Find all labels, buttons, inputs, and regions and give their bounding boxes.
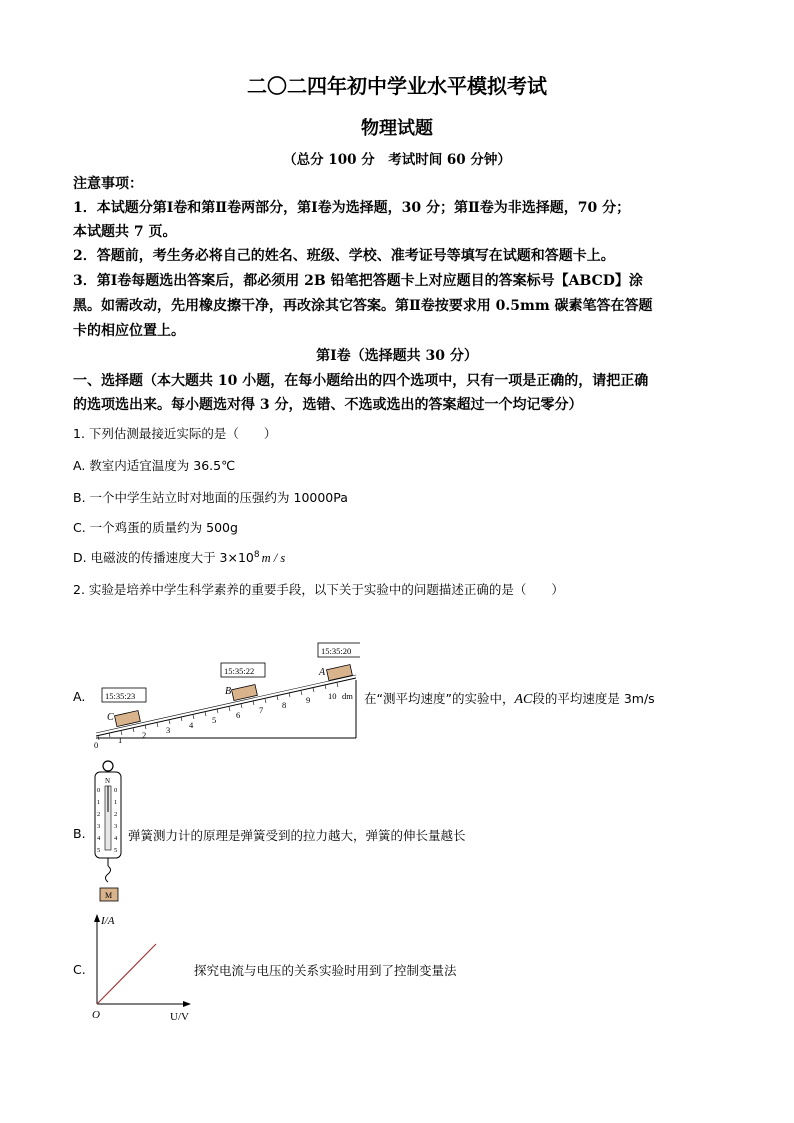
tick-label: 9 [306, 695, 311, 705]
q1-d-exp: 8 [253, 549, 260, 560]
q1-option-a: A. 教室内适宜温度为 36.5℃ [73, 458, 236, 473]
iv-line [97, 944, 156, 1004]
y-axis-arrow [94, 914, 100, 922]
note-3b: 黑。如需改动，先用橡皮擦干净，再改涂其它答案。第Ⅱ卷按要求用 0.5mm 碳素笔答在答题 [73, 298, 653, 314]
q2-a-text-1: 在“测平均速度”的实验中， [364, 691, 515, 706]
scale-num: 3 [114, 823, 118, 830]
incline-figure [88, 640, 360, 748]
timer-a-text: 15:35:20 [321, 646, 352, 656]
tick-label: 4 [189, 720, 194, 730]
scale-ring [103, 761, 113, 771]
spring-scale-figure [88, 758, 128, 904]
scale-num: 4 [97, 835, 101, 842]
q2-c-text: 探究电流与电压的关系实验时用到了控制变量法 [194, 963, 457, 978]
scale-num: 5 [97, 847, 101, 854]
scale-num: 4 [114, 835, 118, 842]
section1-title: 第Ⅰ卷（选择题共 30 分） [316, 348, 478, 364]
timer-c-text: 15:35:23 [105, 691, 136, 701]
note-3a: 3．第Ⅰ卷每题选出答案后，都必须用 2B 铅笔把答题卡上对应题目的答案标号【ABCD】涂 [73, 273, 643, 289]
weight-label: M [105, 891, 113, 900]
scale-num: 0 [97, 787, 101, 794]
label-b: B [225, 686, 232, 697]
exam-meta: （总分 100 分 考试时间 60 分钟） [283, 152, 511, 168]
scale-num: 2 [114, 811, 118, 818]
q2-b-text: 弹簧测力计的原理是弹簧受到的拉力越大，弹簧的伸长量越长 [128, 828, 466, 843]
note-2: 2．答题前，考生务必将自己的姓名、班级、学校、准考证号等填写在试题和答题卡上。 [73, 248, 615, 264]
subject-title: 物理试题 [361, 118, 433, 139]
tick-label: 7 [259, 705, 264, 715]
timer-b [221, 663, 265, 677]
tick-label: 1 [118, 735, 123, 745]
tick-label: 6 [236, 710, 241, 720]
q1-d-prefix: D. 电磁波的传播速度大于 3×10 [73, 550, 254, 565]
section1-instr-a: 一、选择题（本大题共 10 小题，在每小题给出的四个选项中，只有一项是正确的，请把正确 [73, 373, 649, 389]
x-axis-arrow [183, 1001, 191, 1007]
q1-option-c: C. 一个鸡蛋的质量约为 500g [73, 520, 238, 535]
x-axis-label: U/V [170, 1011, 189, 1023]
q2-b-label: B. [73, 826, 86, 841]
tick-label: 2 [142, 730, 147, 740]
q2-a-label: A. [73, 689, 86, 704]
q2-a-text [364, 689, 655, 708]
label-a: A [319, 667, 326, 678]
scale-hook [106, 866, 111, 882]
origin-label: O [92, 1009, 100, 1021]
scale-n-label: N [105, 777, 111, 785]
q2-a-value: 3m/s [623, 691, 655, 706]
notes-heading: 注意事项： [73, 176, 143, 192]
q2-c-label: C. [73, 962, 86, 977]
tick-label: 8 [282, 700, 287, 710]
tick-unit: dm [342, 691, 353, 701]
timer-c [102, 688, 146, 702]
scale-num: 3 [97, 823, 101, 830]
note-1b: 本试题共 7 页。 [73, 224, 177, 240]
scale-num: 5 [114, 847, 118, 854]
q2-stem: 2. 实验是培养中学生科学素养的重要手段，以下关于实验中的问题描述正确的是（ ） [73, 582, 564, 597]
q2-a-ac: AC [514, 692, 533, 707]
iv-graph [88, 910, 208, 1026]
scale-num: 1 [114, 799, 118, 806]
y-axis-label-text: I/A [101, 915, 115, 927]
section1-instr-b: 的选项选出来。每小题选对得 3 分，选错、不选或选出的答案超过一个均记零分） [73, 397, 583, 413]
q1-d-unit: m / s [261, 551, 286, 565]
tick-label: 3 [166, 725, 171, 735]
tick-label: 0 [94, 740, 99, 748]
note-1a: 1．本试题分第Ⅰ卷和第Ⅱ卷两部分，第Ⅰ卷为选择题，30 分；第Ⅱ卷为非选择题，70 分； [73, 200, 631, 216]
q2-a-text-2: 段的平均速度是 [532, 691, 620, 706]
incline-slope-edge [96, 675, 356, 733]
exam-title: 二〇二四年初中学业水平模拟考试 [247, 74, 547, 98]
note-3c: 卡的相应位置上。 [73, 323, 185, 339]
q1-option-b: B. 一个中学生站立时对地面的压强约为 10000Pa [73, 490, 348, 505]
tick-label: 10 [328, 691, 337, 701]
scale-num: 0 [114, 787, 118, 794]
y-axis-label [100, 915, 115, 927]
q1-stem: 1. 下列估测最接近实际的是（ ） [73, 426, 277, 441]
timer-a [318, 643, 360, 657]
tick-label: 5 [212, 715, 217, 725]
scale-num: 1 [97, 799, 101, 806]
cart-a [327, 665, 353, 681]
q1-option-d [73, 548, 285, 566]
label-c: C [107, 712, 114, 723]
scale-num: 2 [97, 811, 101, 818]
timer-b-text: 15:35:22 [224, 666, 255, 676]
